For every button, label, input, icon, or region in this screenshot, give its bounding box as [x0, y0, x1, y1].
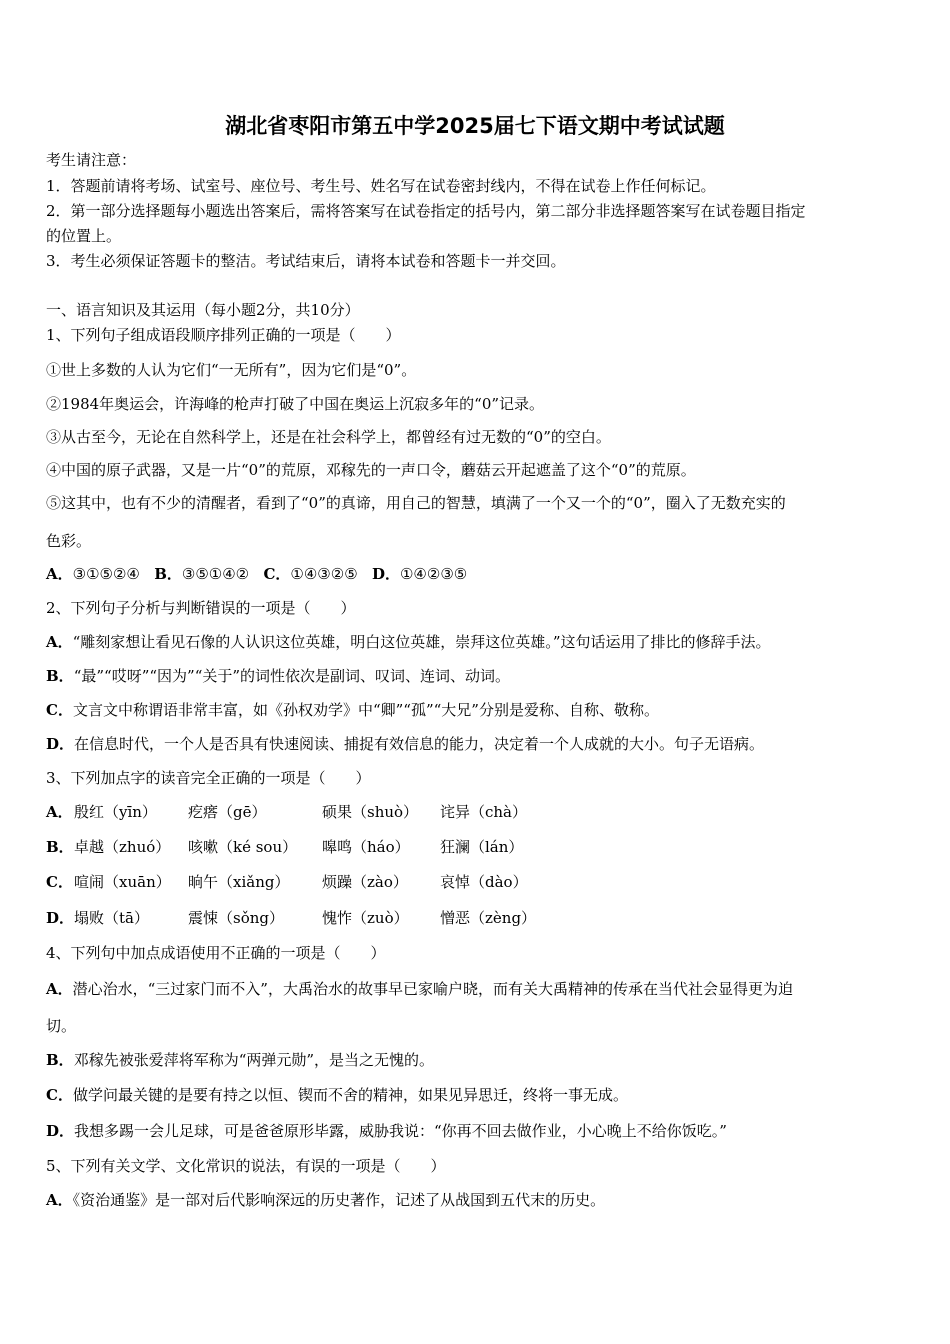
page-title: 湖北省枣阳市第五中学2025届七下语文期中考试试题	[225, 114, 725, 138]
option-text: ③⑤①④②	[181, 565, 250, 583]
word-pinyin: 疙瘩（gē）	[188, 803, 267, 821]
question-1-stem: 1、下列句子组成语段顺序排列正确的一项是（ ）	[46, 326, 401, 344]
option-letter: B．	[46, 667, 74, 685]
option[interactable]	[372, 565, 467, 583]
option[interactable]	[46, 802, 646, 822]
option-letter: C．	[46, 1086, 73, 1104]
option-text: 在信息时代，一个人是否具有快速阅读、捕捉有效信息的能力，决定着一个人成就的大小。句子无语病。	[74, 735, 765, 753]
option-letter: A．	[46, 633, 73, 651]
option-text: “最”“哎呀”“因为”“关于”的词性依次是副词、叹词、连词、动词。	[73, 667, 511, 685]
option[interactable]	[46, 1190, 605, 1210]
option-text: 潜心治水，“三过家门而不入”，大禹治水的故事早已家喻户晓，而有关大禹精神的传承在当代社会显得更为迫	[72, 980, 793, 998]
q1-sentence: ②1984年奥运会，许海峰的枪声打破了中国在奥运上沉寂多年的“0”记录。	[46, 395, 545, 413]
word-pinyin: 诧异（chà）	[440, 803, 528, 821]
notice-item: 3．考生必须保证答题卡的整洁。考试结束后，请将本试卷和答题卡一并交回。	[46, 252, 566, 270]
option-letter: B．	[46, 838, 74, 856]
word-pinyin: 喧闹（xuān）	[74, 873, 171, 891]
option[interactable]	[46, 700, 659, 720]
word-pinyin: 憎恶（zèng）	[440, 909, 537, 927]
question-2-stem: 2、下列句子分析与判断错误的一项是（ ）	[46, 599, 356, 617]
option[interactable]	[46, 837, 646, 857]
option[interactable]	[154, 565, 249, 583]
option[interactable]	[46, 979, 793, 999]
word-pinyin: 嗥鸣（háo）	[322, 838, 410, 856]
option-letter: A．	[46, 980, 73, 998]
option-letter: A．	[46, 803, 73, 821]
option-letter: C．	[263, 565, 291, 583]
word-pinyin: 殷红（yīn）	[74, 803, 157, 821]
q1-options	[46, 564, 467, 584]
option[interactable]	[46, 1121, 727, 1141]
option-letter: B．	[154, 565, 182, 583]
notice-item: 2．第一部分选择题每小题选出答案后，需将答案写在试卷指定的括号内，第二部分非选择题答案写在试卷题目指定	[46, 202, 806, 220]
word-pinyin: 哀悼（dào）	[440, 873, 528, 891]
question-3-stem: 3、下列加点字的读音完全正确的一项是（ ）	[46, 769, 371, 787]
section-heading: 一、语言知识及其运用（每小题2分，共10分）	[46, 301, 360, 319]
q1-sentence: ①世上多数的人认为它们“一无所有”，因为它们是“0”。	[46, 361, 417, 379]
option[interactable]	[46, 1050, 434, 1070]
option-text: ①④③②⑤	[290, 565, 358, 583]
option-text: 文言文中称谓语非常丰富，如《孙权劝学》中“卿”“孤”“大兄”分别是爱称、自称、敬称。	[72, 701, 659, 719]
option-text: 邓稼先被张爱萍将军称为“两弹元勋”，是当之无愧的。	[73, 1051, 435, 1069]
word-pinyin: 卓越（zhuó）	[74, 838, 171, 856]
option-letter: B．	[46, 1051, 74, 1069]
option[interactable]	[46, 1085, 628, 1105]
option-letter: A．	[46, 1191, 73, 1209]
option[interactable]	[46, 872, 646, 892]
question-4-stem: 4、下列句中加点成语使用不正确的一项是（ ）	[46, 944, 386, 962]
option[interactable]	[46, 632, 770, 652]
option-text: 《资治通鉴》是一部对后代影响深远的历史著作，记述了从战国到五代末的历史。	[72, 1191, 606, 1209]
q1-sentence: 色彩。	[46, 532, 92, 550]
notice-item: 1．答题前请将考场、试室号、座位号、考生号、姓名写在试卷密封线内，不得在试卷上作任何标记。	[46, 177, 716, 195]
word-pinyin: 狂澜（lán）	[440, 838, 524, 856]
option[interactable]	[46, 734, 764, 754]
word-pinyin: 烦躁（zào）	[322, 873, 408, 891]
word-pinyin: 硕果（shuò）	[322, 803, 419, 821]
option-continuation: 切。	[46, 1017, 77, 1035]
q1-sentence: ④中国的原子武器，又是一片“0”的荒原，邓稼先的一声口令，蘑菇云开起遮盖了这个“0”的荒原。	[46, 461, 696, 479]
option-letter: A．	[46, 565, 73, 583]
word-pinyin: 晌午（xiǎng）	[188, 873, 290, 891]
option-text: “雕刻家想让看见石像的人认识这位英雄，明白这位英雄，崇拜这位英雄。”这句话运用了排比的修辞手法。	[72, 633, 771, 651]
notice-heading: 考生请注意：	[46, 151, 137, 169]
word-pinyin: 震悚（sǒng）	[188, 909, 284, 927]
option[interactable]	[263, 565, 357, 583]
option-text: ③①⑤②④	[72, 565, 140, 583]
question-5-stem: 5、下列有关文学、文化常识的说法，有误的一项是（ ）	[46, 1157, 446, 1175]
option-text: 做学问最关键的是要有持之以恒、锲而不舍的精神，如果见异思迁，终将一事无成。	[72, 1086, 628, 1104]
q1-sentence: ③从古至今，无论在自然科学上，还是在社会科学上，都曾经有过无数的“0”的空白。	[46, 428, 611, 446]
option[interactable]	[46, 666, 510, 686]
option-letter: D．	[371, 565, 400, 583]
option-letter: D．	[46, 1122, 75, 1140]
option-letter: D．	[46, 909, 75, 927]
option[interactable]	[46, 908, 646, 928]
option[interactable]	[46, 565, 140, 583]
option-text: 我想多踢一会儿足球，可是爸爸原形毕露，威胁我说：“你再不回去做作业，小心晚上不给你饭吃。”	[74, 1122, 727, 1140]
notice-item: 的位置上。	[46, 227, 122, 245]
option-letter: D．	[46, 735, 75, 753]
option-text: ①④②③⑤	[399, 565, 468, 583]
word-pinyin: 咳嗽（ké sou）	[188, 838, 298, 856]
q1-sentence: ⑤这其中，也有不少的清醒者，看到了“0”的真谛，用自己的智慧，填满了一个又一个的“0”，圈入了无数充实的	[46, 494, 786, 512]
word-pinyin: 愧怍（zuò）	[322, 909, 409, 927]
option-letter: C．	[46, 873, 73, 891]
word-pinyin: 塌败（tā）	[74, 909, 149, 927]
option-letter: C．	[46, 701, 73, 719]
